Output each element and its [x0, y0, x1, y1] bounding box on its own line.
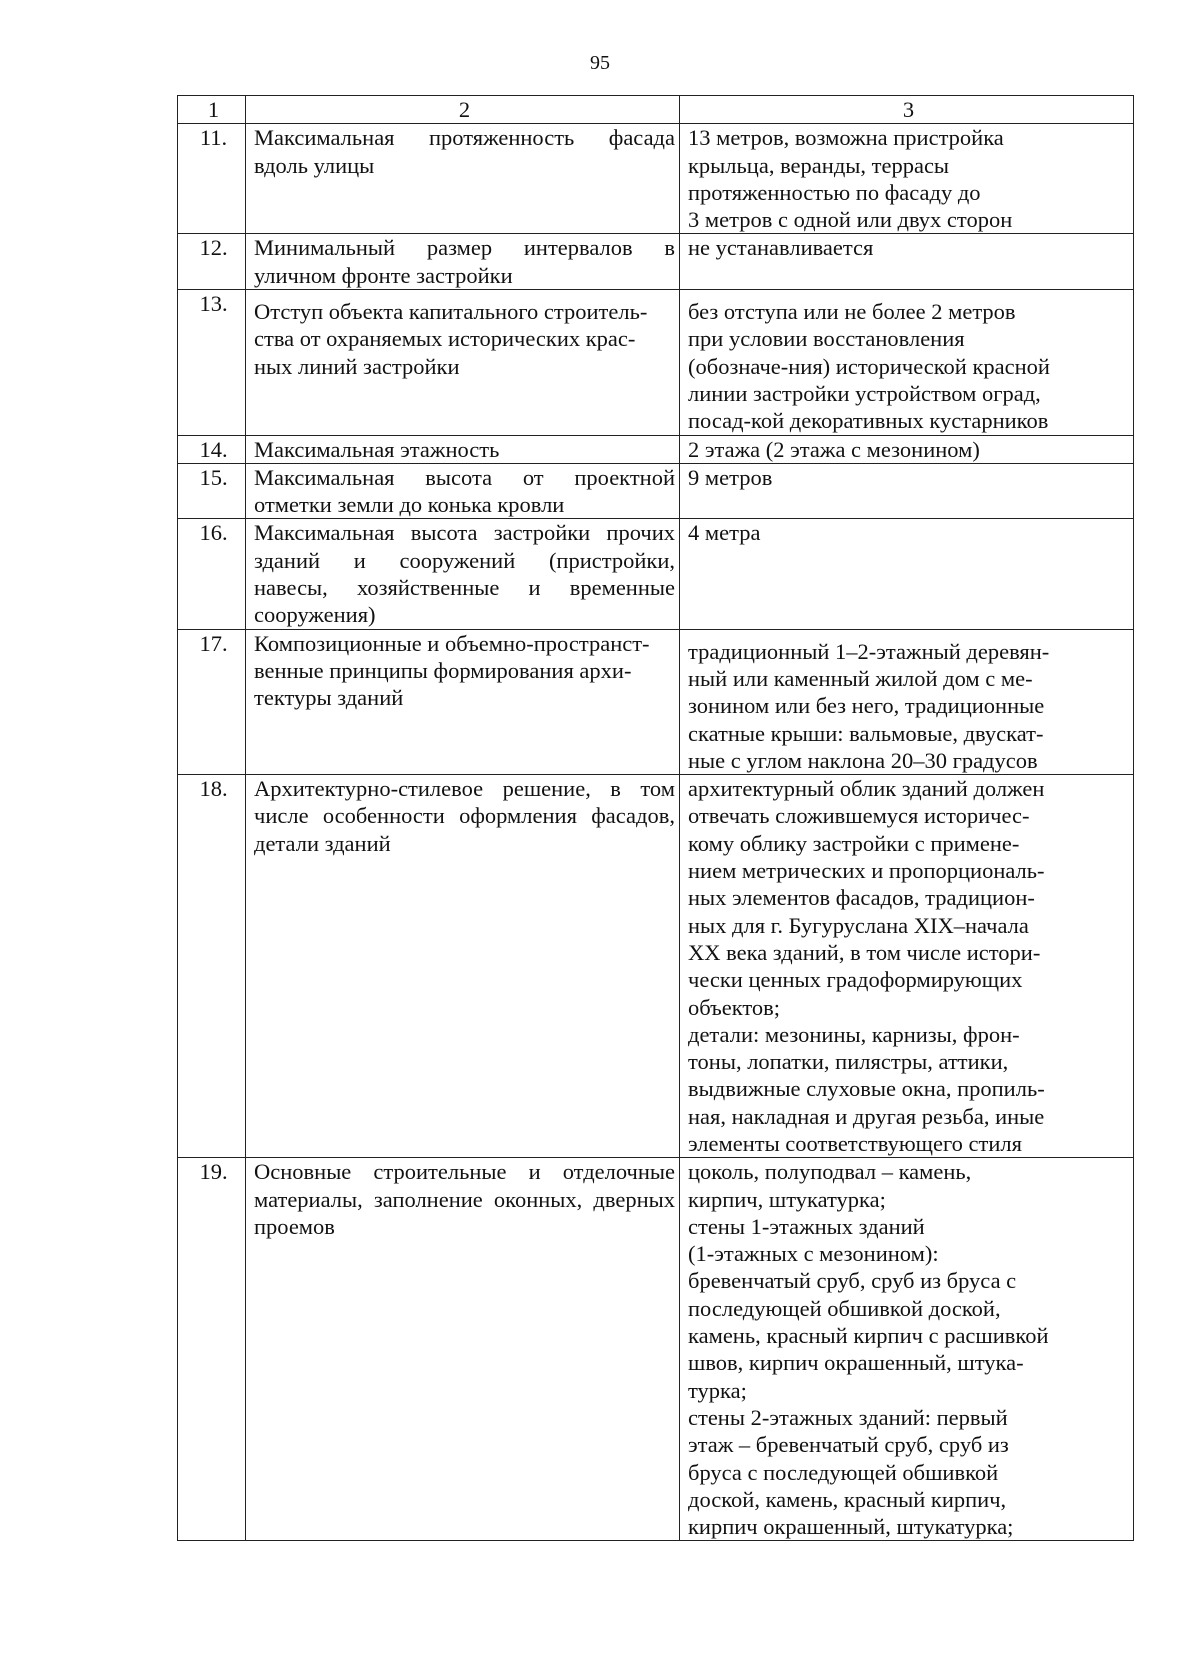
parameter-cell	[246, 519, 680, 629]
value-cell	[680, 290, 1134, 435]
value-text-line: цоколь, полуподвал – камень,	[688, 1159, 972, 1185]
parameter-cell	[246, 290, 680, 435]
table-row	[178, 435, 1134, 463]
value-text-line: последующей обшивкой доской,	[688, 1295, 1001, 1321]
value-cell	[680, 1158, 1134, 1541]
value-text-line: крыльца, веранды, террасы	[688, 152, 950, 178]
value-text-line: 9 метров	[688, 464, 773, 490]
value-text-line: стены 1-этажных зданий	[688, 1213, 925, 1239]
value-text-line: скатные крыши: вальмовые, двускат-	[688, 720, 1044, 746]
value-text-line: зонином или без него, традиционные	[688, 693, 1045, 719]
parameter-text-line: навесы, хозяйственные и временные	[254, 575, 675, 601]
parameter-text-line: проемов	[254, 1213, 335, 1239]
row-number: 17.	[178, 629, 246, 774]
value-text-line: стены 2-этажных зданий: первый	[688, 1404, 1008, 1430]
value-text-line: посад-кой декоративных кустарников	[688, 408, 1049, 434]
table-row	[178, 775, 1134, 1158]
parameter-text-line: ства от охраняемых исторических крас-	[254, 326, 636, 352]
parameter-cell	[246, 435, 680, 463]
value-text-line: доской, камень, красный кирпич,	[688, 1486, 1007, 1512]
value-text-line: 2 этажа (2 этажа с мезонином)	[688, 436, 980, 462]
value-text-line: выдвижные слуховые окна, пропиль-	[688, 1076, 1045, 1102]
parameter-text-line: тектуры зданий	[254, 685, 404, 711]
value-text-line: (1-этажных с мезонином):	[688, 1241, 939, 1267]
value-text-line: кому облику застройки с примене-	[688, 830, 1020, 856]
parameter-text-line: детали зданий	[254, 830, 391, 856]
parameter-text-line: сооружения)	[254, 602, 376, 628]
value-text-line: XX века зданий, в том числе истори-	[688, 939, 1041, 965]
parameter-text-line: материалы, заполнение оконных, дверных	[254, 1186, 675, 1212]
table-header-row	[178, 96, 1134, 124]
value-text-line: чески ценных градоформирующих	[688, 967, 1023, 993]
value-text-line: (обозначе-ния) исторической красной	[688, 353, 1050, 379]
regulations-table	[177, 95, 1134, 1541]
value-cell	[680, 234, 1134, 290]
parameter-text-line: Архитектурно-стилевое решение, в том	[254, 776, 675, 802]
parameter-text-line: вдоль улицы	[254, 152, 375, 178]
parameter-cell	[246, 234, 680, 290]
value-text-line: ных элементов фасадов, традицион-	[688, 885, 1035, 911]
value-text-line: кирпич окрашенный, штукатурка;	[688, 1514, 1014, 1540]
value-text-line: бруса с последующей обшивкой	[688, 1459, 999, 1485]
row-number: 13.	[178, 290, 246, 435]
table-row	[178, 1158, 1134, 1541]
parameter-text-line: Максимальная протяженность фасада	[254, 125, 675, 151]
table-row	[178, 629, 1134, 774]
value-text-line: швов, кирпич окрашенный, штука-	[688, 1350, 1024, 1376]
header-col-3: 3	[680, 96, 1134, 124]
parameter-text-line: уличном фронте застройки	[254, 262, 513, 288]
value-text-line: 4 метра	[688, 520, 761, 546]
header-col-2: 2	[246, 96, 680, 124]
value-text-line: 13 метров, возможна пристройка	[688, 125, 1004, 151]
parameter-cell	[246, 629, 680, 774]
parameter-text-line: числе особенности оформления фасадов,	[254, 803, 675, 829]
value-text-line: тоны, лопатки, пилястры, аттики,	[688, 1049, 1009, 1075]
parameter-text-line: Максимальная этажность	[254, 436, 500, 462]
table-row	[178, 124, 1134, 234]
value-text-line: кирпич, штукатурка;	[688, 1186, 886, 1212]
parameter-text-line: Максимальная высота застройки прочих	[254, 520, 675, 546]
table-row	[178, 463, 1134, 519]
value-text-line: архитектурный облик зданий должен	[688, 776, 1045, 802]
value-text-line: 3 метров с одной или двух сторон	[688, 207, 1013, 233]
row-number: 11.	[178, 124, 246, 234]
value-cell	[680, 629, 1134, 774]
row-number: 15.	[178, 463, 246, 519]
table-row	[178, 234, 1134, 290]
parameter-text-line: зданий и сооружений (пристройки,	[254, 547, 675, 573]
value-text-line: при условии восстановления	[688, 326, 965, 352]
value-text-line: ный или каменный жилой дом с ме-	[688, 665, 1033, 691]
value-text-line: детали: мезонины, карнизы, фрон-	[688, 1021, 1020, 1047]
value-cell	[680, 775, 1134, 1158]
table-row	[178, 519, 1134, 629]
parameter-cell	[246, 124, 680, 234]
parameter-cell	[246, 1158, 680, 1541]
value-text-line: ных для г. Бугуруслана XIX–начала	[688, 912, 1029, 938]
parameter-text-line: Отступ объекта капитального строитель-	[254, 299, 648, 325]
value-text-line: линии застройки устройством оград,	[688, 380, 1041, 406]
parameter-text-line: ных линий застройки	[254, 353, 460, 379]
row-number: 18.	[178, 775, 246, 1158]
value-text-line: турка;	[688, 1377, 747, 1403]
value-text-line: ная, накладная и другая резьба, иные	[688, 1103, 1045, 1129]
parameter-text-line: Основные строительные и отделочные	[254, 1159, 675, 1185]
row-number: 14.	[178, 435, 246, 463]
parameter-text-line: венные принципы формирования архи-	[254, 657, 632, 683]
value-text-line: элементы соответствующего стиля	[688, 1130, 1022, 1156]
parameter-text-line: Максимальная высота от проектной	[254, 464, 675, 490]
parameter-text-line: отметки земли до конька кровли	[254, 492, 565, 518]
value-text-line: камень, красный кирпич с расшивкой	[688, 1323, 1049, 1349]
page-number: 95	[590, 52, 610, 74]
value-cell	[680, 519, 1134, 629]
parameter-text-line: Минимальный размер интервалов в	[254, 235, 675, 261]
value-cell	[680, 463, 1134, 519]
value-text-line: нием метрических и пропорциональ-	[688, 858, 1045, 884]
value-cell	[680, 435, 1134, 463]
value-text-line: объектов;	[688, 994, 781, 1020]
value-text-line: ные с углом наклона 20–30 градусов	[688, 747, 1038, 773]
parameter-cell	[246, 463, 680, 519]
value-text-line: не устанавливается	[688, 235, 874, 261]
value-text-line: без отступа или не более 2 метров	[688, 299, 1016, 325]
value-text-line: традиционный 1–2-этажный деревян-	[688, 638, 1050, 664]
row-number: 16.	[178, 519, 246, 629]
table-row	[178, 290, 1134, 435]
value-text-line: этаж – бревенчатый сруб, сруб из	[688, 1432, 1009, 1458]
value-cell	[680, 124, 1134, 234]
parameter-cell	[246, 775, 680, 1158]
row-number: 12.	[178, 234, 246, 290]
row-number: 19.	[178, 1158, 246, 1541]
value-text-line: протяженностью по фасаду до	[688, 179, 981, 205]
value-text-line: отвечать сложившемуся историчес-	[688, 803, 1030, 829]
value-text-line: бревенчатый сруб, сруб из бруса с	[688, 1268, 1017, 1294]
parameter-text-line: Композиционные и объемно-пространст-	[254, 630, 650, 656]
header-col-1: 1	[178, 96, 246, 124]
